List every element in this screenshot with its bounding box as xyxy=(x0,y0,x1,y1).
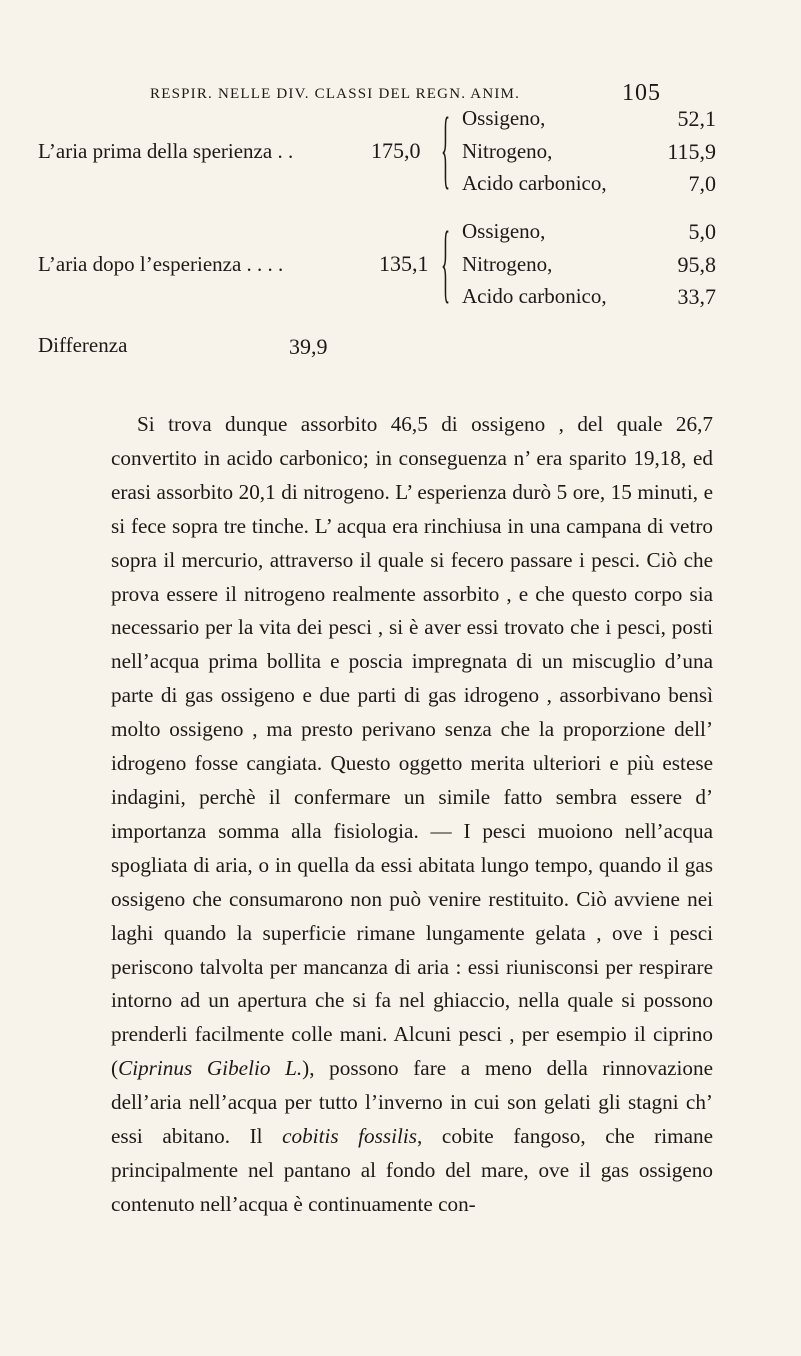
brace-symbol: { xyxy=(441,97,451,199)
table-row-total: 135,1 xyxy=(379,251,429,276)
species-name-cobitis: cobitis fossilis xyxy=(282,1124,418,1149)
component-value: 95,8 xyxy=(677,252,716,277)
body-text-part1: Si trova dunque assorbito 46,5 di ossigeno , del quale 26,7 convertito in acido carbonico; in conseguenza n’ era sparito 19,18, ed erasi assorbito 20,1 di nitrogeno. L’ esperienza durò 5 ore, 15 minuti, e si fece sopra tre tinche. L’ acqua era rinchiusa in una campana di vetro sopra il mercurio, attraverso il quale si fecero passare i pesci. Ciò che prova essere il nitrogeno realmente assorbito , e che questo corpo sia necessario per la vita dei pesci , si è aver essi trovato che i pesci, posti nell’acqua prima bollita e poscia impregnata di un miscuglio d’una parte di gas ossigeno e due parti di gas idrogeno , assorbivano bensì molto ossigeno , ma presto perivano senza che la proporzione dell’ idrogeno fosse cangiata. Questo oggetto merita ulteriori e più estese indagini, perchè il confermare un simile fatto sembra essere d’ importanza somma alla fisiologia. — I pesci muoiono nell’acqua spogliata di aria, o in quella da essi abitata lungo tempo, quando il gas ossigeno che consumarono non può venire restituito. Ciò avviene nei laghi quando la superficie rimane lungamente gelata , ove i pesci periscono talvolta per mancanza di aria : essi riunisconsi per respirare intorno ad un apertura che si fa nel ghiaccio, nella quale si possono prenderli facilmente colle mani. Alcuni pesci , per esempio il ciprino ( xyxy=(111,412,713,1081)
component-name: Ossigeno, xyxy=(462,219,546,243)
difference-label: Differenza xyxy=(38,333,128,357)
component-value: 5,0 xyxy=(688,219,716,244)
species-name-ciprinus: Ciprinus Gibelio L. xyxy=(118,1056,303,1081)
component-value: 33,7 xyxy=(677,284,716,309)
component-name: Nitrogeno, xyxy=(462,139,553,163)
difference-value: 39,9 xyxy=(289,334,328,359)
table-row-label: L’aria prima della sperienza . . xyxy=(38,139,294,163)
body-text-part2: ), possono fare a meno della rinnovazione dell’aria nell’acqua per tutto l’inverno in cui son gelati gli stagni ch’ essi abitano. Il xyxy=(111,1056,713,1149)
component-name: Acido carbonico, xyxy=(462,284,607,308)
brace-symbol: { xyxy=(441,211,451,313)
running-head: RESPIR. NELLE DIV. CLASSI DEL REGN. ANIM. xyxy=(150,86,521,102)
body-paragraph xyxy=(111,408,713,1222)
table-row-label: L’aria dopo l’esperienza . . . . xyxy=(38,252,284,276)
page-number: 105 xyxy=(622,80,661,106)
component-value: 7,0 xyxy=(688,171,716,196)
component-value: 115,9 xyxy=(667,139,716,164)
body-text-part3: , cobite fangoso, che rimane principalmente nel pantano al fondo del mare, ove il gas ossigeno contenuto nell’acqua è continuamente con- xyxy=(111,1124,713,1216)
component-name: Acido carbonico, xyxy=(462,171,607,195)
component-name: Ossigeno, xyxy=(462,106,546,130)
component-value: 52,1 xyxy=(677,106,716,131)
table-row-total: 175,0 xyxy=(371,138,421,163)
component-name: Nitrogeno, xyxy=(462,252,553,276)
